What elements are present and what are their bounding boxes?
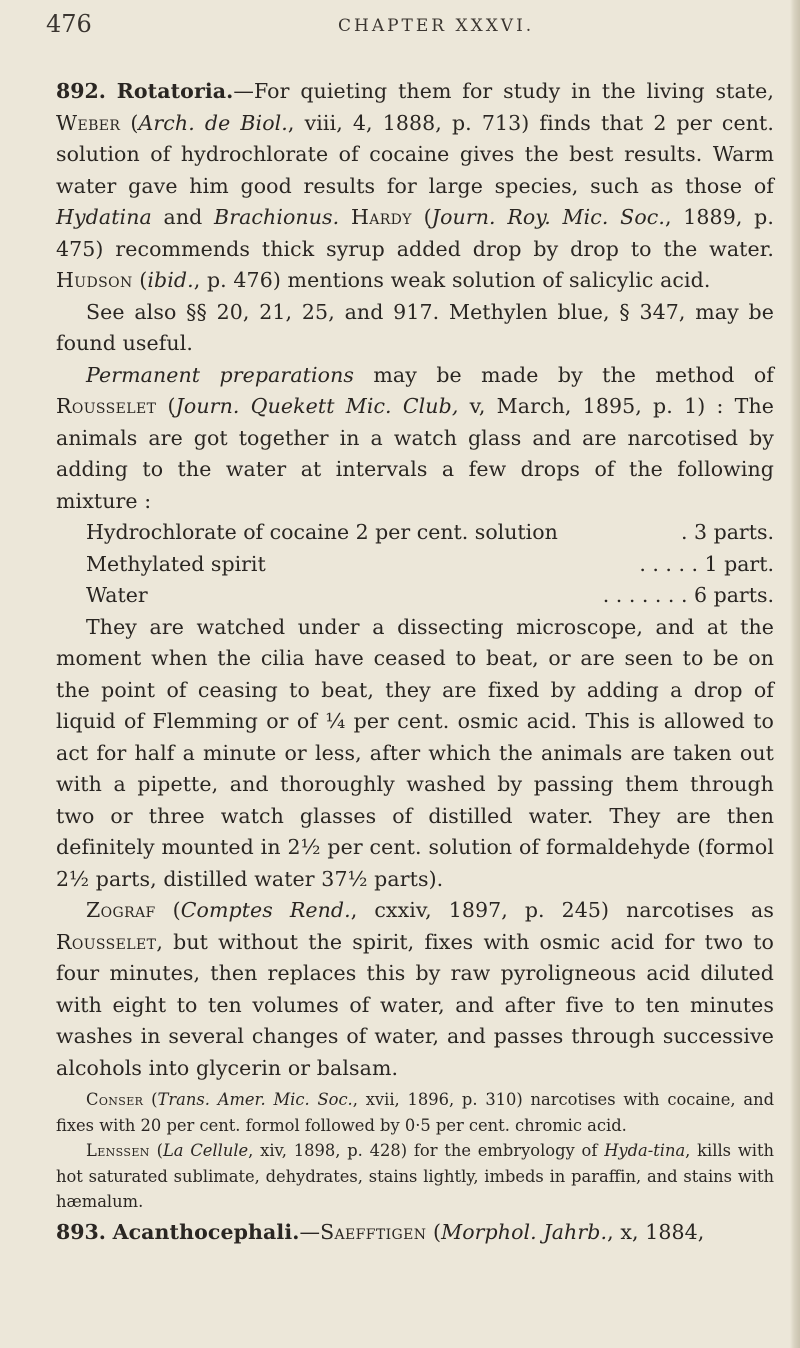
running-head: CHAPTER XXXVI. xyxy=(338,16,535,36)
taxon-name: Hyda-tina xyxy=(604,1141,686,1160)
section-number: 893. xyxy=(56,1219,106,1244)
author-name: Conser xyxy=(86,1090,144,1109)
text-run: ( xyxy=(155,898,181,922)
author-name: Lenssen xyxy=(86,1141,150,1160)
ingredient-quantity xyxy=(603,580,774,612)
author-name: Weber xyxy=(56,110,121,135)
section-892-note-1 xyxy=(56,1087,774,1138)
author-name: Saefftigen xyxy=(320,1219,427,1244)
text-run: may be made by the method of xyxy=(354,362,774,387)
citation-title: La Cellule xyxy=(162,1141,249,1160)
quantity-value: 1 part. xyxy=(704,551,774,576)
quantity-value: 3 parts. xyxy=(694,520,774,544)
text-run: and xyxy=(151,205,215,229)
text-run: , xvii, 1896, p. 310) narcotises with cocaine, and fixes with 20 per cent. formol followed by 0·5 per cent. chromic acid. xyxy=(56,1090,775,1135)
text-run: , 1889, p. 475) recommends thick syrup added drop by drop to the water. xyxy=(56,205,774,261)
section-892-paragraph-3 xyxy=(56,360,774,518)
leader-dots: . . . . . . . xyxy=(602,583,688,607)
citation-title: Morphol. Jahrb. xyxy=(441,1219,608,1244)
section-892-note-2 xyxy=(56,1138,774,1215)
ingredient-quantity xyxy=(681,517,774,549)
section-892-paragraph-2: See also §§ 20, 21, 25, and 917. Methylen blue, § 347, may be found useful. xyxy=(56,299,774,355)
ingredient-quantity xyxy=(639,549,774,581)
recipe-row xyxy=(86,580,774,612)
text-run: — xyxy=(299,1219,321,1244)
quantity-value: 6 parts. xyxy=(694,583,774,607)
taxon-name: Brachionus. xyxy=(214,205,340,229)
text-run: , cxxiv, 1897, p. 245) narcotises as xyxy=(350,898,774,922)
ingredient-name: Methylated spirit xyxy=(86,551,266,576)
ingredient-name: Water xyxy=(86,583,148,607)
section-893-paragraph-1 xyxy=(56,1217,774,1249)
citation-title: Trans. Amer. Mic. Soc. xyxy=(157,1090,353,1109)
page-number: 476 xyxy=(46,10,92,38)
text-run: ( xyxy=(156,394,176,418)
author-name: Rousselet xyxy=(56,394,157,418)
author-name: Zograf xyxy=(86,898,156,922)
section-892-paragraph-4: They are watched under a dissecting microscope, and at the moment when the cilia have ceased to beat, or are seen to be on the point of ceasing to beat, they are fixed by adding a drop of liquid of Flemming or of ¼ per cent. osmic acid. This is allowed to act for half a minute or less, after which the animals are taken out with a pipette, and thoroughly washed by passing them through two or three watch glasses of distilled water. They are then definitely mounted in 2½ per cent. solution of formaldehyde (formol 2½ parts, distilled water 37½ parts). xyxy=(56,614,774,891)
author-name: Hudson xyxy=(56,268,133,292)
text-run: v, March, 1895, p. 1) : The animals are got together in a watch glass and are narcotised by adding to the water at intervals a few drops of the following mixture : xyxy=(56,394,774,513)
text-run: ( xyxy=(411,205,432,229)
page-header xyxy=(0,10,800,40)
section-number: 892. xyxy=(56,79,106,103)
citation-title: Comptes Rend. xyxy=(180,898,351,922)
section-title: Rotatoria. xyxy=(116,79,234,103)
text-run: , xiv, 1898, p. 428) for the embryology of xyxy=(248,1141,605,1160)
emphasis-text: Permanent preparations xyxy=(86,362,355,387)
recipe-row xyxy=(86,517,774,549)
recipe-row xyxy=(86,549,774,581)
text-run: , viii, 4, 1888, p. 713) finds that 2 per cent. solution of hydrochlorate of cocaine gives the best results. Warm water gave him good results for large species, such as those of xyxy=(56,110,774,198)
text-run: ( xyxy=(149,1141,163,1160)
text-run: , but without the spirit, fixes with osmic acid for two to four minutes, then replaces this by raw pyroligneous acid diluted with eight to ten volumes of water, and after five to ten minutes washes in several changes of water, and passes through successive alcohols into glycerin or balsam. xyxy=(56,929,774,1080)
citation-title: Arch. de Biol. xyxy=(138,110,288,135)
text-run: ( xyxy=(132,268,148,292)
section-892-paragraph-5 xyxy=(56,895,774,1084)
mixture-recipe xyxy=(56,517,774,612)
text-run: —For quieting them for study in the living state, xyxy=(233,79,774,103)
section-title: Acanthocephali. xyxy=(112,1219,300,1244)
taxon-name: Hydatina xyxy=(56,205,152,229)
leader-dots: . . . . . xyxy=(639,551,698,576)
text-run: ( xyxy=(426,1219,442,1244)
text-run: , p. 476) mentions weak solution of salicylic acid. xyxy=(193,268,711,292)
text-run: , x, 1884, xyxy=(607,1219,705,1244)
section-892-paragraph-1 xyxy=(56,76,774,297)
citation-title: Journ. Quekett Mic. Club, xyxy=(175,394,459,418)
text-run xyxy=(339,205,351,229)
author-name: Hardy xyxy=(350,205,412,229)
page-edge-shadow xyxy=(790,0,800,1348)
author-name: Rousselet xyxy=(56,929,157,954)
page-body xyxy=(56,76,774,1248)
text-run: ( xyxy=(120,110,139,135)
leader-dots: . xyxy=(680,520,688,544)
ingredient-name: Hydrochlorate of cocaine 2 per cent. solution xyxy=(86,520,558,544)
citation-title: ibid. xyxy=(147,268,194,292)
text-run: ( xyxy=(143,1090,158,1109)
text-run: , kills with hot saturated sublimate, dehydrates, stains lightly, imbeds in paraffin, and stains with hæmalum. xyxy=(56,1141,774,1211)
citation-title: Journ. Roy. Mic. Soc. xyxy=(431,205,665,229)
